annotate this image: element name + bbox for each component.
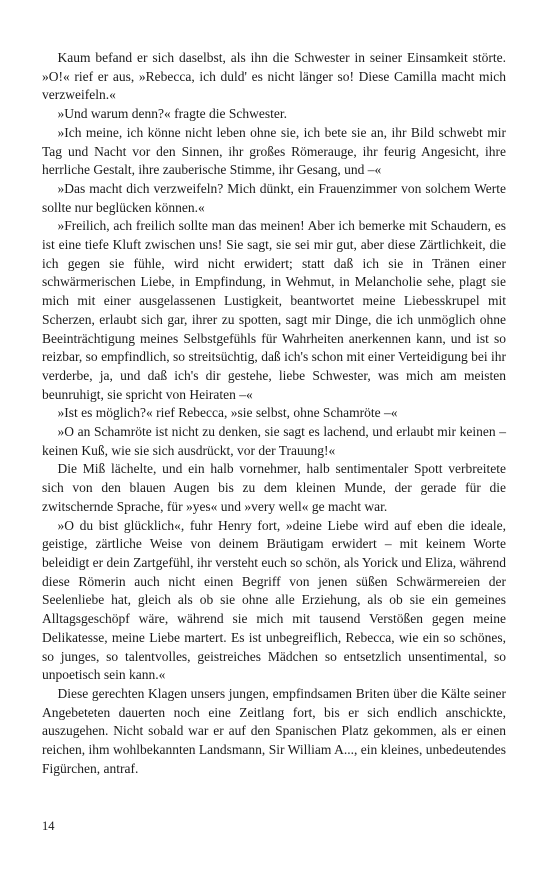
paragraph: Kaum befand er sich daselbst, als ihn die Schwester in seiner Einsamkeit störte. »O!« rief er aus, »Rebecca, ich duld' es nicht länger so! Diese Camilla macht mich verzweifeln.« [42, 50, 506, 103]
paragraph: Die Miß lächelte, und ein halb vornehmer, halb sentimentaler Spott verbreitete sich von den blauen Augen bis zu dem kleinen Munde, der gerade für die zwitschernde Sprache, für »yes« und »very well« ge macht war. [42, 461, 506, 514]
paragraph: »Freilich, ach freilich sollte man das meinen! Aber ich bemerke mit Schaudern, es ist eine tiefe Kluft zwischen uns! Sie sagt, sie sei mir gut, aber diese Zärtlichkeit, die ich gegen sie fühle, wird nicht erwidert; statt daß ich sie in Tränen einer schwärmerischen Liebe, in Empfindung, in Wehmut, in Melancholie sehe, plagt sie mich mit einer ausgelassenen Lustigkeit, beantwortet meine Liebesskrupel mit Scherzen, erlaubt sich gar, ihrer zu spotten, sagt mir Dinge, die ich unmöglich ohne Beeinträchtigung meines Selbstgefühls für Wahrheiten anerkennen kann, und ist so reizbar, so empfindlich, so streitsüchtig, daß ich's schon mit einer Verteidigung bei ihr verderbe, ja, und daß ich's dir gestehe, liebe Schwester, was mich am meisten beunruhigt, sie spricht von Heiraten –« [42, 218, 506, 402]
paragraph: »O du bist glücklich«, fuhr Henry fort, »deine Liebe wird auf eben die ideale, geistige, zärtliche Weise von deinem Bräutigam erwidert – mit keinem Worte beleidigt er dein Zartgefühl, ihr versteht euch so schön, als Yorick und Eliza, während diese Römerin auch nicht einen Begriff von jenen süßen Schwärmereien der Seelenliebe hat, gleich als ob sie ohne alle Erziehung, als ob sie ein gemeines Alltagsgeschöpf wäre, während sie mich mit tausend Verstößen gegen meine Delikatesse, meine Liebe martert. Es ist unbegreiflich, Rebecca, wie ein so schönes, so junges, so talentvolles, geistreiches Mädchen so entsetzlich unsentimental, so unpoetisch sein kann.« [42, 517, 506, 683]
paragraph: »Ist es möglich?« rief Rebecca, »sie selbst, ohne Schamröte –« [57, 405, 398, 421]
paragraph: »Und warum denn?« fragte die Schwester. [57, 106, 287, 122]
paragraph: »Ich meine, ich könne nicht leben ohne sie, ich bete sie an, ihr Bild schwebt mir Tag und Nacht vor den Sinnen, ihr großes Römerauge, ihr feurig Angesicht, ihre herrliche Gestalt, ihre zauberische Stimme, ihr Gesang, und –« [42, 124, 506, 178]
page-number: 14 [42, 819, 55, 833]
paragraph: Diese gerechten Klagen unsers jungen, empfindsamen Briten über die Kälte seiner Angebeteten dauerten noch eine Zeitlang fort, bis er sich endlich anschickte, auszugehen. Nicht sobald war er auf den Spanischen Platz gekommen, als er einen reichen, ihm wohlbekannten Landsmann, Sir William A..., ein kleines, unbedeutendes Figürchen, antraf. [42, 685, 506, 776]
page-body [42, 49, 506, 778]
paragraph: »O an Schamröte ist nicht zu denken, sie sagt es lachend, und erlaubt mir keinen – keinen Kuß, wie sie sich ausdrückt, vor der Trauung!« [42, 424, 506, 458]
paragraph: »Das macht dich verzweifeln? Mich dünkt, ein Frauenzimmer von solchem Werte sollte nur beglücken können.« [42, 180, 506, 215]
